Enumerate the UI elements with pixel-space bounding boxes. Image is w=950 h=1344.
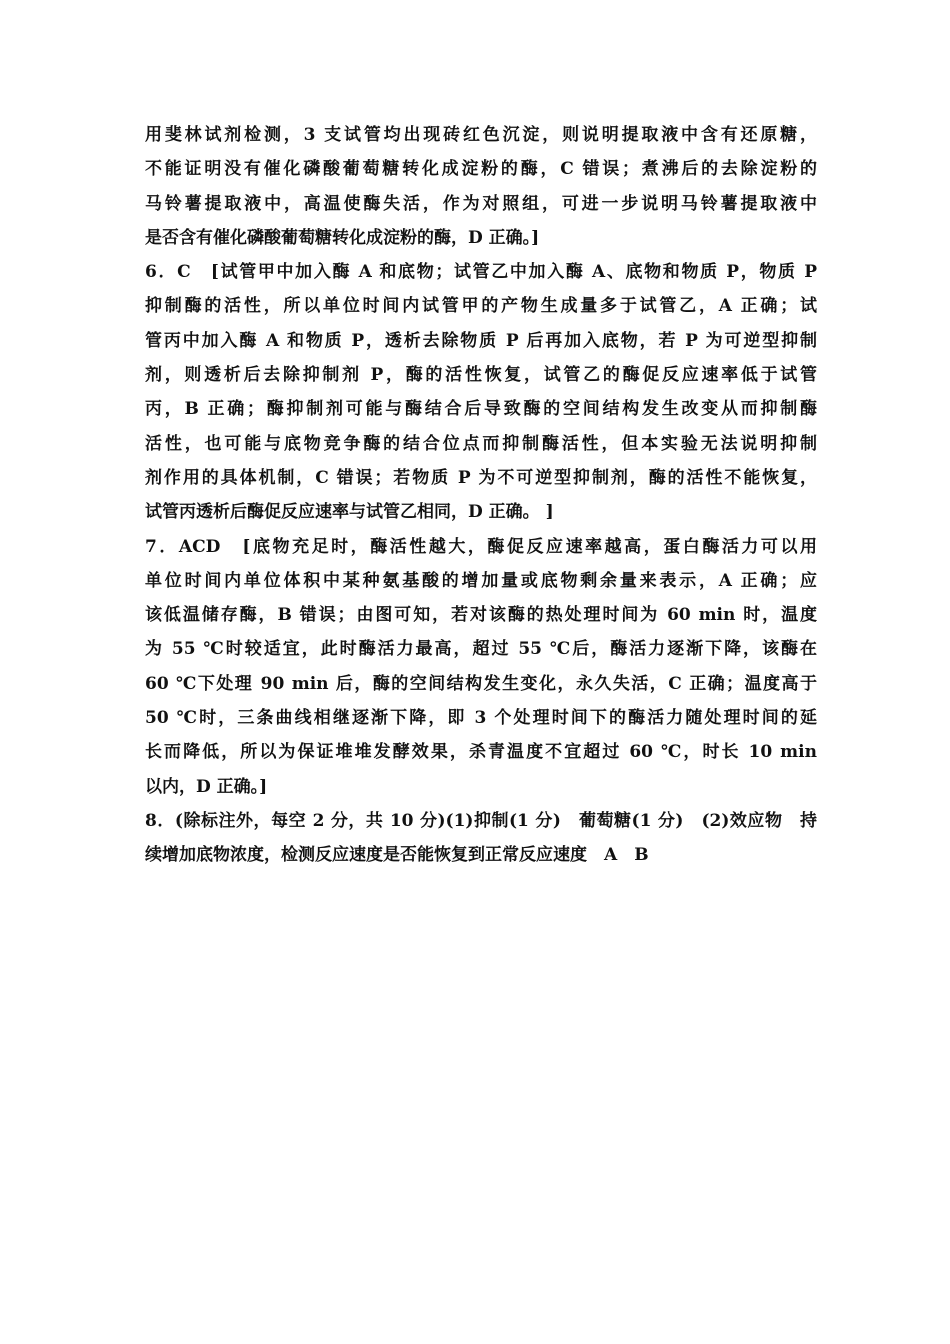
text-line: 试管丙透析后酶促反应速率与试管乙相同，D 正确。 ] — [145, 502, 554, 523]
text-line: 是否含有催化磷酸葡萄糖转化成淀粉的酶，D 正确。] — [145, 227, 540, 248]
text-line: 剂作用的具体机制，C 错误；若物质 P 为不可逆型抑制剂，酶的活性不能恢复， — [145, 467, 817, 488]
text-line: 马铃薯提取液中，高温使酶失活，作为对照组，可进一步说明马铃薯提取液中 — [145, 193, 817, 214]
answer-6 — [145, 255, 817, 529]
text-line: 6．C [试管甲中加入酶 A 和底物；试管乙中加入酶 A、底物和物质 P，物质 P — [145, 262, 817, 283]
text-line: 50 ℃时，三条曲线相继逐渐下降，即 3 个处理时间下的酶活力随处理时间的延 — [145, 708, 817, 729]
text-line: 用斐林试剂检测，3 支试管均出现砖红色沉淀，则说明提取液中含有还原糖， — [145, 125, 817, 145]
text-line: 续增加底物浓度，检测反应速度是否能恢复到正常反应速度 A B — [145, 845, 649, 866]
text-line: 管丙中加入酶 A 和物质 P，透析去除物质 P 后再加入底物，若 P 为可逆型抑制 — [145, 330, 817, 351]
text-line: 8．(除标注外，每空 2 分，共 10 分)(1)抑制(1 分) 葡萄糖(1 分) (2)效应物 持 — [145, 810, 817, 831]
text-line: 丙，B 正确；酶抑制剂可能与酶结合后导致酶的空间结构发生改变从而抑制酶 — [145, 399, 817, 420]
text-line: 60 ℃下处理 90 min 后，酶的空间结构发生变化，永久失活，C 正确；温度高于 — [145, 673, 817, 694]
text-line: 不能证明没有催化磷酸葡萄糖转化成淀粉的酶，C 错误；煮沸后的去除淀粉的 — [145, 159, 817, 180]
text-line: 以内，D 正确。] — [145, 776, 268, 797]
text-line: 该低温储存酶，B 错误；由图可知，若对该酶的热处理时间为 60 min 时，温度 — [145, 605, 817, 626]
answer-5-continuation — [145, 118, 817, 255]
text-line: 为 55 ℃时较适宜，此时酶活力最高，超过 55 ℃后，酶活力逐渐下降，该酶在 — [145, 639, 817, 660]
text-line: 7．ACD [底物充足时，酶活性越大，酶促反应速率越高，蛋白酶活力可以用 — [145, 536, 817, 557]
text-line: 剂，则透析后去除抑制剂 P，酶的活性恢复，试管乙的酶促反应速率低于试管 — [145, 365, 817, 386]
answer-8 — [145, 804, 817, 873]
answer-7 — [145, 530, 817, 804]
answer-document — [145, 118, 817, 873]
text-line: 单位时间内单位体积中某种氨基酸的增加量或底物剩余量来表示，A 正确；应 — [145, 570, 817, 591]
text-line: 长而降低，所以为保证堆堆发酵效果，杀青温度不宜超过 60 ℃，时长 10 min — [145, 742, 817, 763]
text-line: 活性，也可能与底物竞争酶的结合位点而抑制酶活性，但本实验无法说明抑制 — [145, 433, 817, 454]
text-line: 抑制酶的活性，所以单位时间内试管甲的产物生成量多于试管乙，A 正确；试 — [145, 296, 817, 317]
